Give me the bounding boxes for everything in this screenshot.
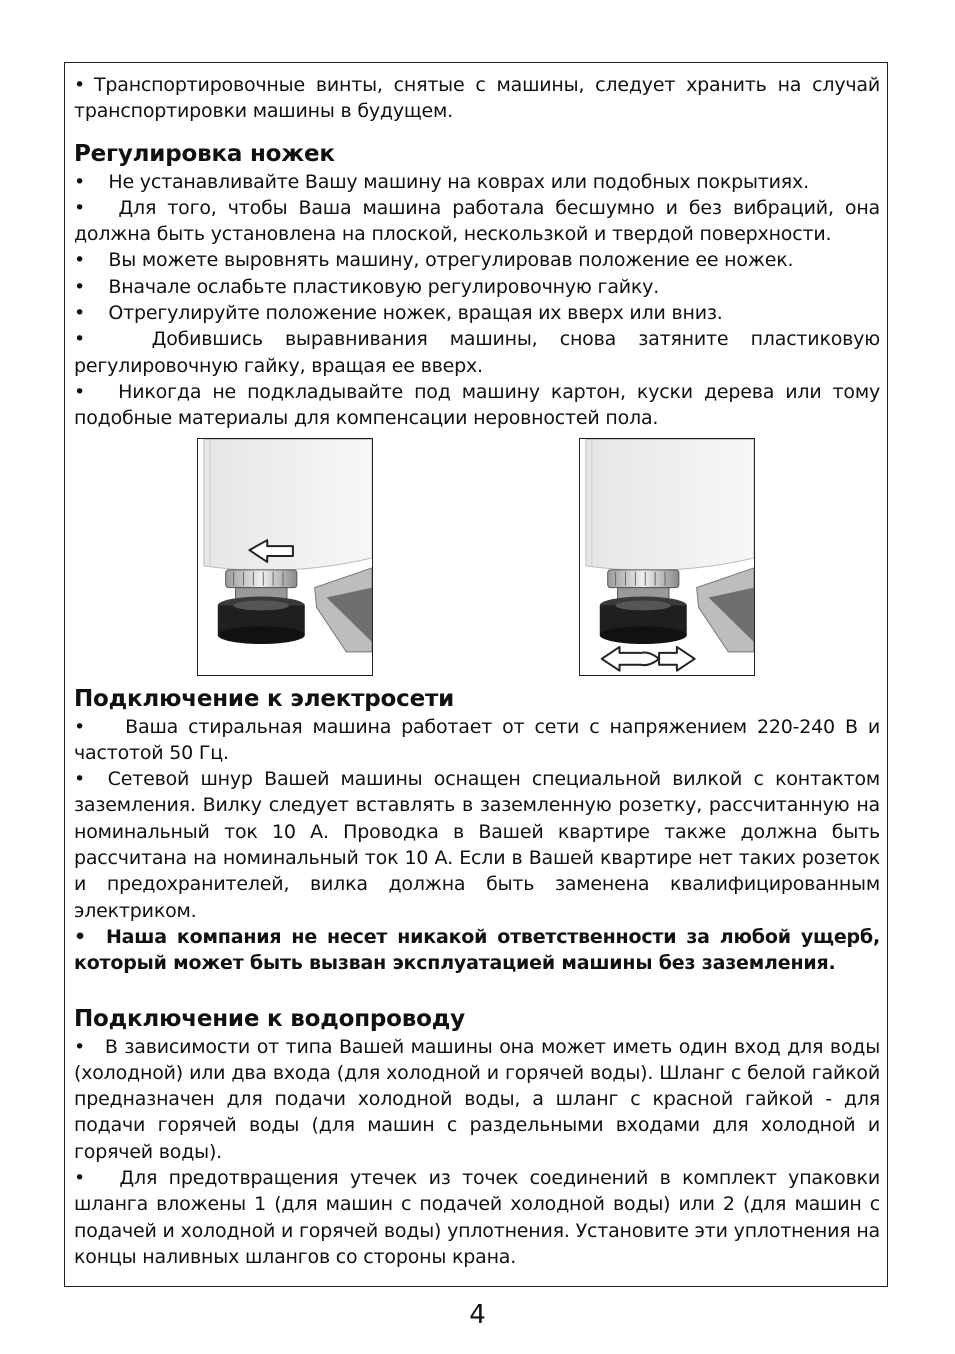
figure-loosen-nut (197, 438, 373, 676)
foot-rotate-arrows-icon (580, 439, 754, 675)
list-item: • Вы можете выровнять машину, отрегулировав положение ее ножек. (74, 249, 794, 272)
page-number: 4 (469, 1300, 486, 1330)
list-item: • Добившись выравнивания машины, снова затяните пластиковую регулировочную гайку, вращая ее вверх. (74, 328, 880, 377)
bullet: • (74, 74, 86, 96)
figures-row (74, 432, 880, 684)
list-item: • Вначале ослабьте пластиковую регулировочную гайку. (74, 275, 660, 298)
heading-feet-adjustment: Регулировка ножек (74, 140, 335, 167)
list-item: • Для предотвращения утечек из точек соединений в комплект упаковки шланга вложены 1 (для машин с подачей холодной воды) или 2 (для машин с подачей и холодной и горячей воды) уплотнения. Установите эти уплотнения на концы наливных шлангов со стороны крана. (74, 1167, 880, 1268)
figure-rotate-foot (579, 438, 755, 676)
list-item: • Не устанавливайте Вашу машину на коврах или подобных покрытиях. (74, 170, 809, 193)
list-item: • Никогда не подкладывайте под машину картон, куски дерева или тому подобные материалы для компенсации неровностей пола. (74, 380, 880, 430)
intro-paragraph: • Транспортировочные винты, снятые с машины, следует хранить на случай транспортировки машины в будущем. (74, 74, 880, 123)
list-item: • В зависимости от типа Вашей машины она может иметь один вход для воды (холодной) или два входа (для холодной и горячей воды). Шланг с белой гайкой предназначен для подачи холодной воды, а шланг с красной гайкой - для подачи горячей воды (для машин с раздельными входами для холодной и горячей воды). (74, 1035, 880, 1163)
list-item-warning: • Наша компания не несет никакой ответственности за любой ущерб, который может быть вызван эксплуатацией машины без заземления. (74, 925, 880, 975)
heading-power-connection: Подключение к электросети (74, 685, 455, 712)
heading-water-connection: Подключение к водопроводу (74, 1005, 465, 1032)
document-body (74, 72, 880, 1270)
list-item: • Отрегулируйте положение ножек, вращая их вверх или вниз. (74, 302, 723, 325)
list-item: • Сетевой шнур Вашей машины оснащен специальной вилкой с контактом заземления. Вилку следует вставлять в заземленную розетку, рассчитанную на номинальный ток 10 А. Проводка в Вашей квартире также должна быть рассчитана на номинальный ток 10 А. Если в Вашей квартире нет таких розеток и предохранителей, вилка должна быть заменена квалифицированным электриком. (74, 768, 881, 922)
list-item: • Ваша стиральная машина работает от сети с напряжением 220-240 В и частотой 50 Гц. (74, 715, 880, 764)
list-item: • Для того, чтобы Ваша машина работала бесшумно и без вибраций, она должна быть установлена на плоской, нескользкой и твердой поверхности. (74, 196, 880, 246)
foot-nut-loosen-arrow-icon (198, 439, 372, 675)
